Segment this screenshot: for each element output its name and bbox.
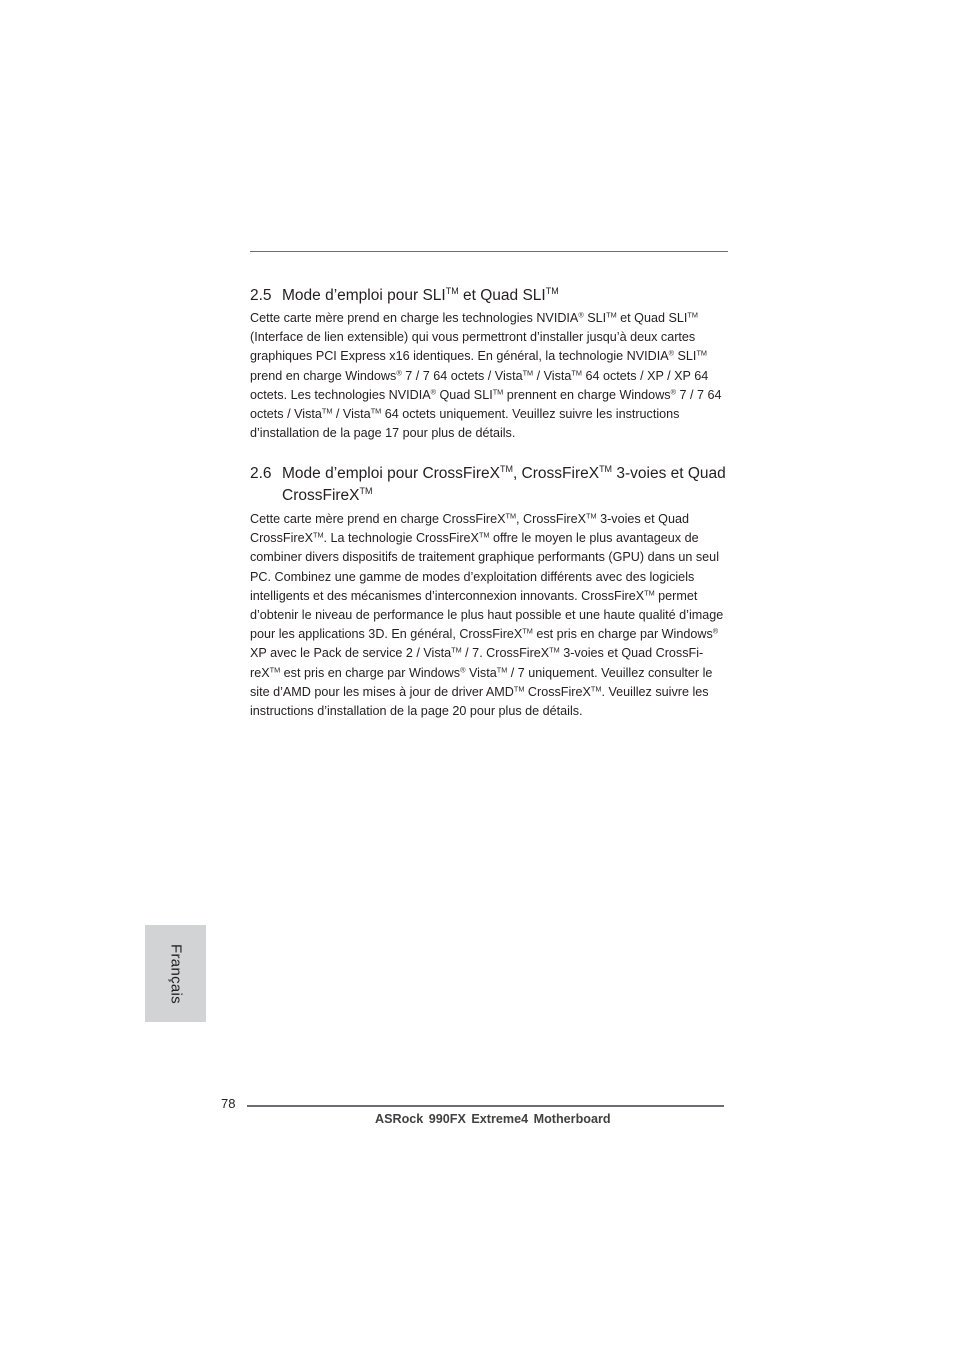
heading-text: Mode d’emploi pour CrossFireX™, CrossFireX™ 3-voies et Quad CrossFireX™ — [282, 464, 726, 504]
section-sli — [250, 285, 728, 443]
section-crossfirex — [250, 463, 728, 721]
section-body-sli: Cette carte mère prend en charge les technologies NVIDIA® SLI™ et Quad SLI™ (Interface de lien extensible) qui vous permettront d’installer jusqu’à deux cartes graphiques PCI Express x16 identiques. En général, la technologie NVIDIA® SLI™ prend en charge Windows® 7 / 7 64 octets / Vista™ / Vista™ 64 octets / XP / XP 64 octets. Les technologies NVIDIA® Quad SLI™ prennent en charge Windows® 7 / 7 64 octets / Vista™ / Vista™ 64 octets uniquement. Veuillez suivre les instructions d’installation de la page 17 pour plus de détails. — [250, 310, 722, 441]
section-heading-sli — [250, 285, 728, 307]
heading-text: Mode d’emploi pour SLI™ et Quad SLI™ — [282, 286, 559, 304]
section-heading-crossfirex — [250, 463, 728, 507]
section-body-crossfirex: Cette carte mère prend en charge CrossFireX™, CrossFireX™ 3-voies et Quad CrossFireX™. La technologie CrossFireX™ offre le moyen le plus avantageux de combiner divers dispositifs de traitement graphique performants (GPU) dans un seul PC. Combinez une gamme de modes d’exploitation différents avec des logiciels intelligents et des mécanismes d’interconnexion innovants. CrossFireX™ permet d’obtenir le niveau de performance le plus haut possible et une haute qualité d’image pour les applications 3D. En général, CrossFireX™ est pris en charge par Windows® XP avec le Pack de service 2 / Vista™ / 7. CrossFireX™ 3-voies et Quad CrossFi-reX™ est pris en charge par Windows® Vista™ / 7 uniquement. Veuillez consulter le site d’AMD pour les mises à jour de driver AMD™ CrossFireX™. Veuillez suivre les instructions d’installation de la page 20 pour plus de détails. — [250, 511, 724, 719]
language-tab-label: Français — [167, 943, 184, 1004]
footer-divider — [247, 1105, 724, 1107]
section-number: 2.5 — [250, 287, 272, 304]
top-divider — [250, 251, 728, 252]
page-number: 78 — [221, 1096, 236, 1111]
footer-caption: ASRock 990FX Extreme4 Motherboard — [375, 1112, 611, 1126]
language-tab — [145, 925, 206, 1022]
section-number: 2.6 — [250, 465, 272, 482]
